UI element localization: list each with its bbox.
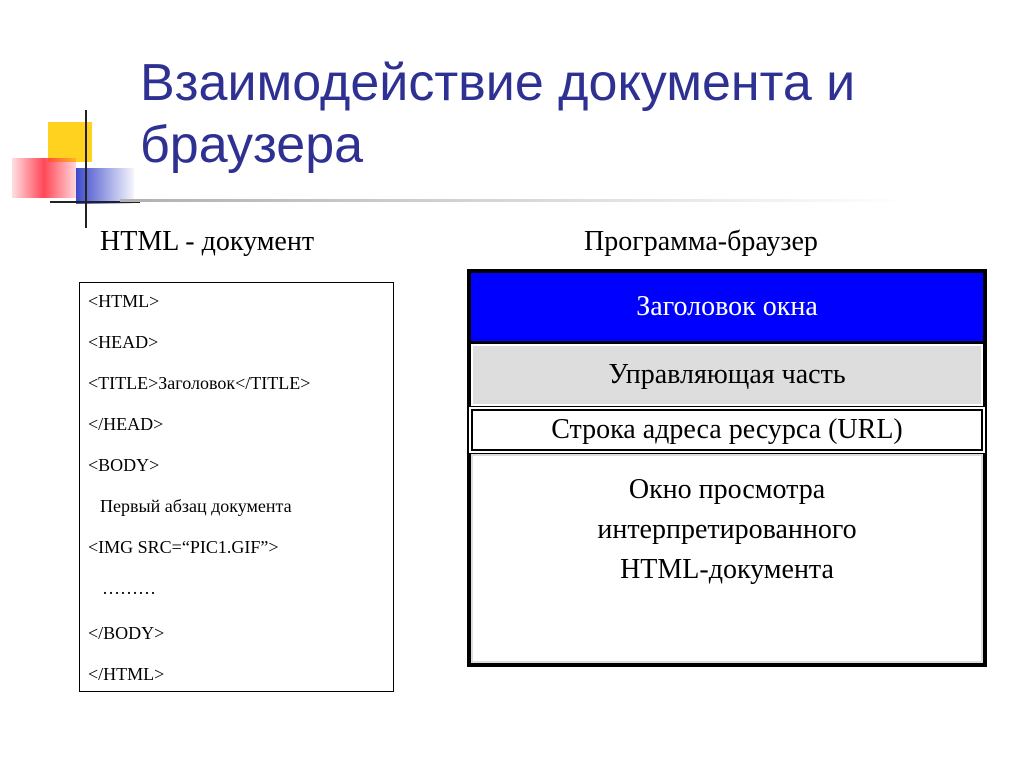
slide-title: Взаимодействие документа и браузера (140, 54, 856, 174)
code-line: </BODY> (88, 623, 165, 643)
code-line: <BODY> (88, 455, 160, 475)
browser-program-caption: Программа-браузер (584, 226, 818, 257)
document-view-label: Окно просмотра интерпретированного HTML-документа (597, 474, 857, 585)
code-line: <HEAD> (88, 332, 159, 352)
red-square (12, 158, 76, 198)
code-line: <HTML> (88, 291, 160, 311)
code-line: </HEAD> (88, 414, 164, 434)
browser-window-diagram (467, 269, 987, 667)
window-title-bar: Заголовок окна (471, 273, 983, 341)
decorative-corner-graphic (0, 100, 140, 230)
title-underline (120, 199, 910, 202)
document-view-panel (471, 454, 983, 663)
code-line: <IMG SRC=“PIC1.GIF”> (88, 537, 279, 557)
url-bar-panel: Строка адреса ресурса (URL) (471, 409, 983, 451)
html-code-listing (79, 282, 394, 692)
corner-squares-graphic (0, 100, 140, 230)
code-line: </HTML> (88, 664, 165, 684)
code-line: Первый абзац документа (100, 496, 292, 516)
html-document-caption: HTML - документ (100, 226, 315, 257)
code-line: ……… (102, 578, 156, 598)
code-line: <TITLE>Заголовок</TITLE> (88, 373, 311, 393)
control-part-panel: Управляющая часть (471, 344, 983, 406)
